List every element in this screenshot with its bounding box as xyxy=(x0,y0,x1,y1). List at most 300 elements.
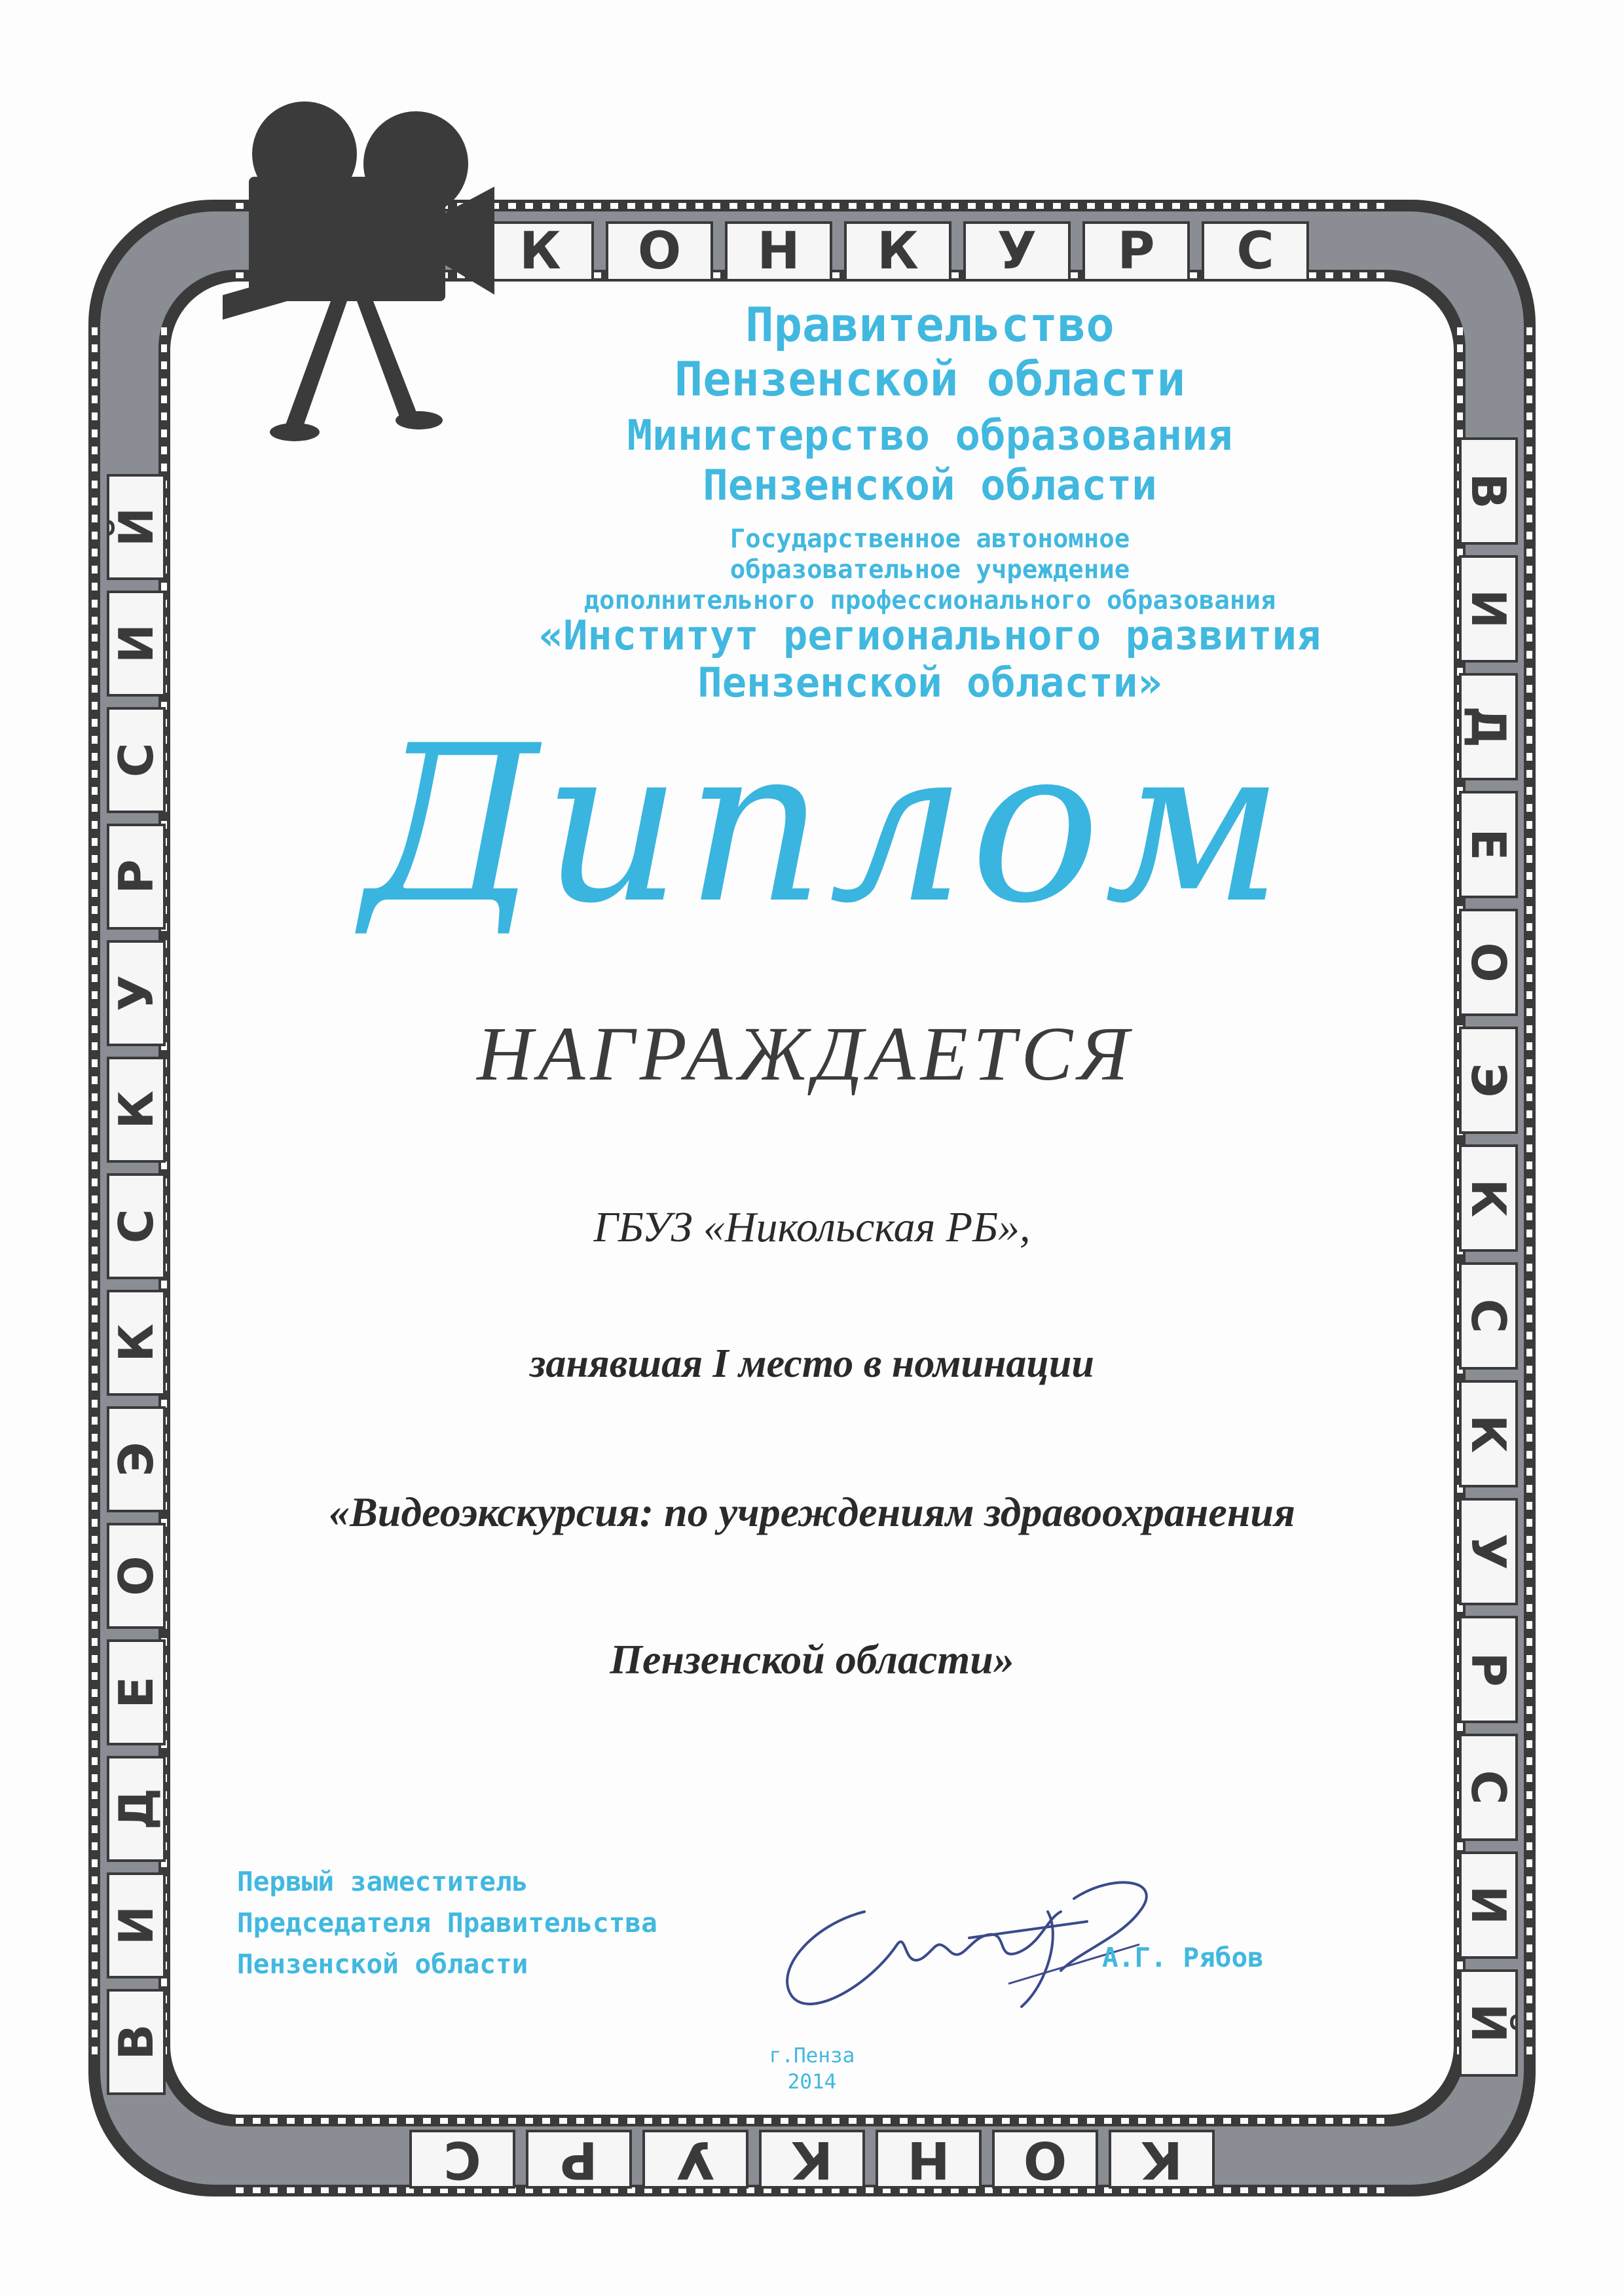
sprocket-hole xyxy=(695,203,703,209)
sprocket-hole xyxy=(92,787,98,795)
sprocket-hole xyxy=(92,1502,98,1510)
sprocket-hole xyxy=(1526,838,1532,846)
sprocket-hole xyxy=(1308,272,1316,278)
sprocket-hole xyxy=(1526,1655,1532,1663)
sprocket-hole xyxy=(1526,651,1532,659)
sprocket-hole xyxy=(372,2187,380,2193)
sprocket-hole xyxy=(1172,2118,1180,2124)
sprocket-hole xyxy=(1087,2118,1095,2124)
sprocket-hole xyxy=(92,685,98,693)
sprocket-hole xyxy=(92,855,98,863)
sprocket-hole xyxy=(92,2047,98,2054)
sprocket-hole xyxy=(92,804,98,812)
signatory-position-line: Пензенской области xyxy=(237,1948,528,1980)
sprocket-hole xyxy=(270,2187,278,2193)
sprocket-hole xyxy=(92,1383,98,1391)
sprocket-hole xyxy=(832,2118,840,2124)
sprocket-hole xyxy=(729,2118,737,2124)
sprocket-hole xyxy=(92,1808,98,1816)
sprocket-hole xyxy=(1526,566,1532,574)
signatory-position xyxy=(237,1861,826,1985)
sprocket-hole xyxy=(1526,1978,1532,1986)
sprocket-hole xyxy=(508,2118,516,2124)
frame-letter: К xyxy=(519,222,561,281)
sprocket-hole xyxy=(1257,2118,1265,2124)
sprocket-hole xyxy=(1019,2118,1027,2124)
sprocket-hole xyxy=(1526,634,1532,642)
sprocket-hole xyxy=(92,1144,98,1152)
frame-letter: К xyxy=(109,1323,164,1362)
sprocket-hole xyxy=(712,203,720,209)
frame-letter: К xyxy=(877,222,919,281)
sprocket-hole xyxy=(1526,685,1532,693)
sprocket-hole xyxy=(1526,1893,1532,1901)
sprocket-hole xyxy=(92,1842,98,1850)
sprocket-hole xyxy=(92,1587,98,1595)
sprocket-hole xyxy=(1138,203,1146,209)
sprocket-hole xyxy=(1325,272,1333,278)
sprocket-hole xyxy=(1526,1349,1532,1357)
sprocket-hole xyxy=(1189,203,1197,209)
sprocket-hole xyxy=(92,1910,98,1918)
sprocket-hole xyxy=(1526,1808,1532,1816)
sprocket-hole xyxy=(161,583,167,591)
sprocket-hole xyxy=(985,2118,993,2124)
frame-letter: Д xyxy=(1461,705,1516,748)
institution-name xyxy=(406,612,1454,706)
sprocket-hole xyxy=(92,1553,98,1561)
sprocket-hole xyxy=(1526,344,1532,352)
sprocket-hole xyxy=(92,1212,98,1220)
diploma-title: Диплом xyxy=(363,699,1287,951)
sprocket-hole xyxy=(1526,515,1532,522)
sprocket-hole xyxy=(1526,1757,1532,1765)
sprocket-hole xyxy=(1526,1825,1532,1833)
place-text: занявшая I место в номинации xyxy=(530,1341,1094,1386)
sprocket-hole xyxy=(1155,203,1163,209)
sprocket-hole xyxy=(1087,203,1095,209)
sprocket-hole xyxy=(92,1264,98,1271)
sprocket-hole xyxy=(92,446,98,454)
frame-letter: К xyxy=(1461,1178,1516,1218)
sprocket-hole xyxy=(1138,2118,1146,2124)
frame-letter: Д xyxy=(109,1787,164,1831)
sprocket-hole xyxy=(92,2013,98,2020)
frame-letter: Н xyxy=(907,2130,950,2189)
sprocket-hole xyxy=(92,1247,98,1254)
sprocket-hole xyxy=(1526,719,1532,727)
sprocket-hole xyxy=(1526,549,1532,556)
sprocket-hole xyxy=(92,1332,98,1339)
frame-letter: В xyxy=(109,2024,164,2060)
sprocket-hole xyxy=(92,1468,98,1476)
sprocket-hole xyxy=(1526,1008,1532,1016)
sprocket-hole xyxy=(92,1961,98,1969)
sprocket-hole xyxy=(92,1893,98,1901)
sprocket-hole xyxy=(781,2118,788,2124)
sprocket-hole xyxy=(161,344,167,352)
sprocket-hole xyxy=(593,203,601,209)
sprocket-hole xyxy=(1526,1519,1532,1527)
sprocket-hole xyxy=(695,2118,703,2124)
sprocket-hole xyxy=(1526,1247,1532,1254)
sprocket-hole xyxy=(849,203,857,209)
sprocket-hole xyxy=(951,2118,959,2124)
sprocket-hole xyxy=(1070,203,1078,209)
sprocket-hole xyxy=(474,2118,482,2124)
sprocket-hole xyxy=(1526,2013,1532,2020)
sprocket-hole xyxy=(610,203,618,209)
government-line: Пензенской области xyxy=(674,352,1186,407)
sprocket-hole xyxy=(1526,1672,1532,1680)
sprocket-hole xyxy=(1308,2187,1316,2193)
nomination-text: «Видеоэкскурсия: по учреждениям здравоохранения xyxy=(329,1489,1295,1535)
ministry-line: Министерство образования xyxy=(627,412,1233,460)
sprocket-hole xyxy=(1526,327,1532,335)
sprocket-hole xyxy=(1036,2118,1044,2124)
sprocket-hole xyxy=(1526,1468,1532,1476)
sprocket-hole xyxy=(1457,1842,1463,1850)
sprocket-hole xyxy=(968,203,976,209)
sprocket-hole xyxy=(92,1774,98,1782)
sprocket-hole xyxy=(92,464,98,471)
sprocket-hole xyxy=(729,203,737,209)
sprocket-hole xyxy=(627,2118,635,2124)
sprocket-hole xyxy=(92,1791,98,1799)
sprocket-hole xyxy=(92,1621,98,1629)
sprocket-hole xyxy=(1526,1587,1532,1595)
sprocket-hole xyxy=(1526,395,1532,403)
sprocket-hole xyxy=(1526,1485,1532,1493)
sprocket-hole xyxy=(1526,1264,1532,1271)
sprocket-hole xyxy=(92,634,98,642)
sprocket-hole xyxy=(304,2118,312,2124)
sprocket-hole xyxy=(304,2187,312,2193)
sprocket-hole xyxy=(321,2187,329,2193)
sprocket-hole xyxy=(236,2118,244,2124)
sprocket-hole xyxy=(866,203,874,209)
sprocket-hole xyxy=(92,821,98,829)
sprocket-hole xyxy=(1274,2118,1282,2124)
sprocket-hole xyxy=(1155,2118,1163,2124)
sprocket-hole xyxy=(832,203,840,209)
sprocket-hole xyxy=(1457,327,1463,335)
frame-letter: У xyxy=(1461,1533,1516,1570)
sprocket-hole xyxy=(161,361,167,369)
sprocket-hole xyxy=(1526,1689,1532,1697)
sprocket-hole xyxy=(92,1740,98,1748)
sprocket-hole xyxy=(576,203,584,209)
sprocket-hole xyxy=(1526,974,1532,982)
sprocket-hole xyxy=(1526,787,1532,795)
sprocket-hole xyxy=(1223,2118,1231,2124)
sprocket-hole xyxy=(832,272,840,278)
frame-letter: Р xyxy=(1117,222,1155,281)
sprocket-hole xyxy=(1526,1553,1532,1561)
sprocket-hole xyxy=(161,412,167,420)
sprocket-hole xyxy=(1526,1076,1532,1084)
sprocket-hole xyxy=(798,203,805,209)
sprocket-hole xyxy=(1526,1536,1532,1544)
sprocket-hole xyxy=(798,2118,805,2124)
sprocket-hole xyxy=(934,203,942,209)
sprocket-hole xyxy=(866,2187,874,2193)
sprocket-hole xyxy=(1376,272,1384,278)
sprocket-hole xyxy=(92,1400,98,1408)
sprocket-hole xyxy=(1526,702,1532,710)
sprocket-hole xyxy=(1240,2118,1248,2124)
sprocket-hole xyxy=(92,1281,98,1288)
sprocket-hole xyxy=(525,203,533,209)
sprocket-hole xyxy=(92,1825,98,1833)
sprocket-hole xyxy=(92,429,98,437)
sprocket-hole xyxy=(1121,203,1129,209)
frame-letter: У xyxy=(675,2130,716,2189)
sprocket-hole xyxy=(161,429,167,437)
sprocket-hole xyxy=(92,549,98,556)
sprocket-hole xyxy=(92,1944,98,1952)
sprocket-hole xyxy=(1526,940,1532,948)
frame-letter: С xyxy=(1461,1770,1516,1805)
sprocket-hole xyxy=(92,2030,98,2037)
sprocket-hole xyxy=(1526,1604,1532,1612)
sprocket-hole xyxy=(92,1161,98,1169)
sprocket-hole xyxy=(1121,2118,1129,2124)
footer-city: г.Пенза xyxy=(769,2044,855,2068)
sprocket-hole xyxy=(1053,2118,1061,2124)
sprocket-hole xyxy=(764,203,771,209)
sprocket-hole xyxy=(92,361,98,369)
sprocket-hole xyxy=(92,344,98,352)
sprocket-hole xyxy=(1526,1212,1532,1220)
sprocket-hole xyxy=(1526,804,1532,812)
sprocket-hole xyxy=(1325,2118,1333,2124)
sprocket-hole xyxy=(287,2187,295,2193)
sprocket-hole xyxy=(161,1281,167,1288)
sprocket-hole xyxy=(1257,203,1265,209)
sprocket-hole xyxy=(1526,1110,1532,1118)
sprocket-hole xyxy=(542,2118,550,2124)
frame-letter: О xyxy=(1023,2130,1067,2189)
sprocket-hole xyxy=(92,1485,98,1493)
sprocket-hole xyxy=(92,1110,98,1118)
sprocket-hole xyxy=(92,1093,98,1101)
sprocket-hole xyxy=(92,719,98,727)
sprocket-hole xyxy=(92,1604,98,1612)
sprocket-hole xyxy=(1526,361,1532,369)
frame-letter: С xyxy=(1236,222,1274,281)
sprocket-hole xyxy=(1308,203,1316,209)
sprocket-hole xyxy=(1223,203,1231,209)
sprocket-hole xyxy=(1526,1876,1532,1884)
sprocket-hole xyxy=(92,906,98,914)
sprocket-hole xyxy=(1172,203,1180,209)
sprocket-hole xyxy=(764,2118,771,2124)
sprocket-hole xyxy=(576,2118,584,2124)
sprocket-hole xyxy=(161,395,167,403)
frame-letter: И xyxy=(1461,1885,1516,1925)
sprocket-hole xyxy=(661,2118,669,2124)
sprocket-hole xyxy=(1526,1025,1532,1033)
sprocket-hole xyxy=(1002,2118,1010,2124)
signatory-name: А.Г. Рябов xyxy=(1102,1942,1264,1973)
sprocket-hole xyxy=(338,2187,346,2193)
sprocket-hole xyxy=(678,2118,686,2124)
sprocket-hole xyxy=(1274,203,1282,209)
sprocket-hole xyxy=(92,481,98,488)
sprocket-hole xyxy=(92,872,98,880)
sprocket-hole xyxy=(92,515,98,522)
sprocket-hole xyxy=(92,1042,98,1050)
frame-letter: Е xyxy=(109,1676,164,1709)
sprocket-hole xyxy=(1359,2118,1367,2124)
sprocket-hole xyxy=(712,2118,720,2124)
institution-type-line: Государственное автономное xyxy=(729,524,1130,554)
frame-letter: У xyxy=(997,222,1037,281)
sprocket-hole xyxy=(253,2118,261,2124)
sprocket-hole xyxy=(92,1178,98,1186)
sprocket-hole xyxy=(1376,2118,1384,2124)
sprocket-hole xyxy=(1526,1434,1532,1442)
sprocket-hole xyxy=(1526,1570,1532,1578)
sprocket-hole xyxy=(1189,2118,1197,2124)
sprocket-hole xyxy=(1526,889,1532,897)
sprocket-hole xyxy=(1526,1144,1532,1152)
sprocket-hole xyxy=(1526,1315,1532,1322)
sprocket-hole xyxy=(1526,429,1532,437)
sprocket-hole xyxy=(1526,446,1532,454)
sprocket-hole xyxy=(92,600,98,608)
sprocket-hole xyxy=(917,203,925,209)
sprocket-hole xyxy=(1526,378,1532,386)
sprocket-hole xyxy=(593,2118,601,2124)
sprocket-hole xyxy=(1526,1093,1532,1101)
sprocket-hole xyxy=(1526,753,1532,761)
nomination-region: Пензенской области» xyxy=(610,1636,1014,1683)
sprocket-hole xyxy=(1526,1281,1532,1288)
sprocket-hole xyxy=(1308,2118,1316,2124)
awarded-label: НАГРАЖДАЕТСЯ xyxy=(477,1011,1134,1097)
frame-letter: С xyxy=(109,742,164,778)
sprocket-hole xyxy=(1526,1706,1532,1714)
sprocket-hole xyxy=(1526,1298,1532,1305)
recipient-name: ГБУЗ «Никольская РБ», xyxy=(593,1203,1031,1251)
signatory-position-line: Председателя Правительства xyxy=(237,1907,657,1939)
frame-letter: К xyxy=(791,2130,833,2189)
sprocket-hole xyxy=(1223,2187,1231,2193)
sprocket-hole xyxy=(491,2118,499,2124)
sprocket-hole xyxy=(92,1757,98,1765)
institution-type xyxy=(406,524,1454,616)
sprocket-hole xyxy=(1359,203,1367,209)
sprocket-hole xyxy=(934,2118,942,2124)
sprocket-hole xyxy=(92,378,98,386)
sprocket-hole xyxy=(236,2187,244,2193)
sprocket-hole xyxy=(1274,2187,1282,2193)
sprocket-hole xyxy=(92,770,98,778)
institution-name-line: Пензенской области» xyxy=(697,659,1162,706)
sprocket-hole xyxy=(92,651,98,659)
sprocket-hole xyxy=(406,2118,414,2124)
sprocket-hole xyxy=(92,1689,98,1697)
sprocket-hole xyxy=(161,1978,167,1986)
sprocket-hole xyxy=(1240,2187,1248,2193)
sprocket-hole xyxy=(92,1195,98,1203)
sprocket-hole xyxy=(747,203,754,209)
sprocket-hole xyxy=(559,203,567,209)
sprocket-hole xyxy=(1036,203,1044,209)
sprocket-hole xyxy=(92,1230,98,1237)
sprocket-hole xyxy=(985,2187,993,2193)
sprocket-hole xyxy=(747,2118,754,2124)
sprocket-hole xyxy=(1526,1927,1532,1935)
sprocket-hole xyxy=(389,2187,397,2193)
sprocket-hole xyxy=(92,1655,98,1663)
sprocket-hole xyxy=(1526,1230,1532,1237)
sprocket-hole xyxy=(92,668,98,676)
sprocket-hole xyxy=(1457,378,1463,386)
sprocket-hole xyxy=(849,2118,857,2124)
sprocket-hole xyxy=(92,1076,98,1084)
sprocket-hole xyxy=(92,532,98,539)
frame-letter: И xyxy=(109,623,164,664)
sprocket-hole xyxy=(1526,481,1532,488)
sprocket-hole xyxy=(1070,2118,1078,2124)
sprocket-hole xyxy=(559,2118,567,2124)
sprocket-hole xyxy=(1526,412,1532,420)
sprocket-hole xyxy=(1526,855,1532,863)
ministry-line: Пензенской области xyxy=(703,462,1157,510)
sprocket-hole xyxy=(1526,957,1532,965)
sprocket-hole xyxy=(661,203,669,209)
sprocket-hole xyxy=(457,2118,465,2124)
sprocket-hole xyxy=(287,2118,295,2124)
sprocket-hole xyxy=(1325,2187,1333,2193)
sprocket-hole xyxy=(781,203,788,209)
sprocket-hole xyxy=(92,736,98,744)
sprocket-hole xyxy=(1526,668,1532,676)
sprocket-hole xyxy=(92,1706,98,1714)
sprocket-hole xyxy=(1457,361,1463,369)
sprocket-hole xyxy=(92,566,98,574)
sprocket-hole xyxy=(1526,1502,1532,1510)
sprocket-hole xyxy=(92,1417,98,1425)
sprocket-hole xyxy=(270,2118,278,2124)
sprocket-hole xyxy=(1526,923,1532,931)
sprocket-hole xyxy=(1291,203,1299,209)
sprocket-hole xyxy=(1342,203,1350,209)
frame-letter: О xyxy=(109,1556,164,1596)
sprocket-hole xyxy=(1526,1859,1532,1867)
sprocket-hole xyxy=(92,974,98,982)
sprocket-hole xyxy=(1526,1178,1532,1186)
sprocket-hole xyxy=(92,1434,98,1442)
sprocket-hole xyxy=(1526,583,1532,591)
sprocket-hole xyxy=(900,2118,908,2124)
frame-letter: Р xyxy=(1461,1652,1516,1687)
sprocket-hole xyxy=(1526,1910,1532,1918)
sprocket-hole xyxy=(1526,1366,1532,1374)
sprocket-hole xyxy=(92,1008,98,1016)
sprocket-hole xyxy=(1526,1842,1532,1850)
sprocket-hole xyxy=(92,889,98,897)
sprocket-hole xyxy=(92,617,98,625)
sprocket-hole xyxy=(92,1366,98,1374)
sprocket-hole xyxy=(525,2118,533,2124)
sprocket-hole xyxy=(1257,2187,1265,2193)
sprocket-hole xyxy=(1526,1944,1532,1952)
frame-letter: К xyxy=(1461,1414,1516,1453)
